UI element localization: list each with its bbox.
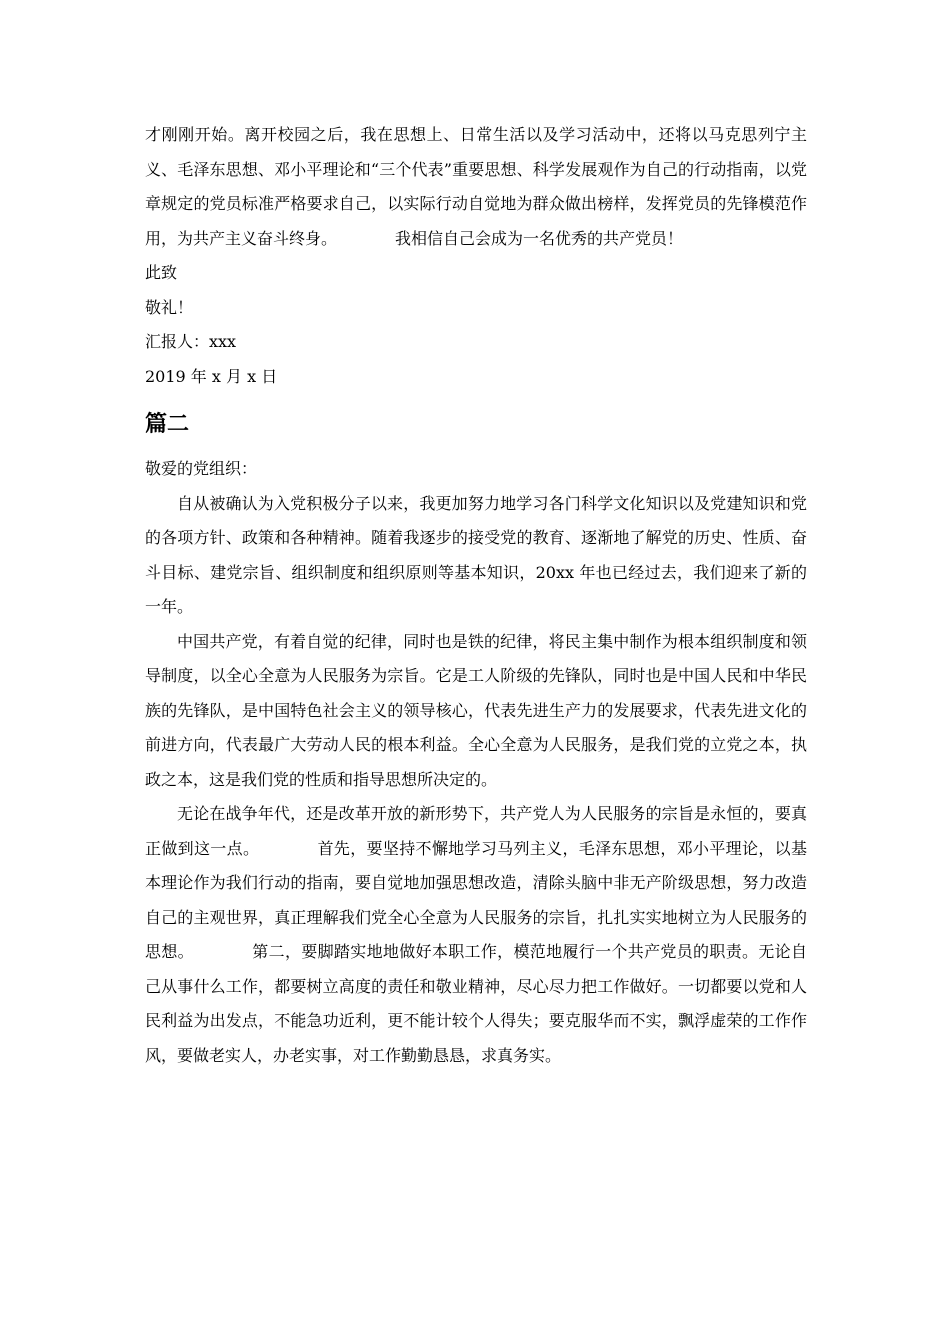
- greeting-line: 敬爱的党组织：: [145, 459, 258, 478]
- document-page: [145, 118, 807, 1073]
- closing-line: 此致: [145, 263, 178, 282]
- continuation-text: 才刚刚开始。离开校园之后，我在思想上、日常生活以及学习活动中，还将以马克思列宁主义、毛泽东思想、邓小平理论和“三个代表”重要思想、科学发展观作为自己的行动指南，以党章规定的党员标准严格要求自己，以实际行动自觉地为群众做出榜样，发挥党员的先锋模范作用，为共产主义奋斗终身。: [145, 125, 807, 248]
- paragraph-3: [145, 797, 807, 1073]
- reporter-line: 汇报人：xxx: [145, 332, 237, 351]
- continuation-paragraph: [145, 118, 807, 256]
- salute-line: 敬礼！: [145, 297, 194, 317]
- belief-text: 我相信自己会成为一名优秀的共产党员！: [395, 228, 684, 248]
- paragraph-1: 自从被确认为入党积极分子以来，我更加努力地学习各门科学文化知识以及党建知识和党的各项方针、政策和各种精神。随着我逐步的接受党的教育、逐渐地了解党的历史、性质、奋斗目标、建党宗旨、组织制度和组织原则等基本知识，20xx 年也已经过去，我们迎来了新的一年。: [145, 493, 807, 616]
- paragraph-3-second: 第二，要脚踏实地地做好本职工作，模范地履行一个共产党员的职责。无论自己从事什么工作，都要树立高度的责任和敬业精神，尽心尽力把工作做好。一切都要以党和人民利益为出发点，不能急功近利，更不能计较个人得失；要克服华而不实，飘浮虚荣的工作作风，要做老实人，办老实事，对工作勤勤恳恳，求真务实。: [145, 942, 807, 1065]
- date-line: 2019 年 x 月 x 日: [145, 366, 278, 386]
- paragraph-2: 中国共产党，有着自觉的纪律，同时也是铁的纪律，将民主集中制作为根本组织制度和领导制度，以全心全意为人民服务为宗旨。它是工人阶级的先锋队，同时也是中国人民和中华民族的先锋队，是中国特色社会主义的领导核心，代表先进生产力的发展要求，代表先进文化的前进方向，代表最广大劳动人民的根本利益。全心全意为人民服务，是我们党的立党之本，执政之本，这是我们党的性质和指导思想所决定的。: [145, 631, 807, 789]
- paragraph-3-intro: 无论在战争年代，还是改革开放的新形势下，共产党人为人民服务的宗旨是永恒的，要真正做到这一点。: [145, 804, 807, 858]
- section-heading: 篇二: [145, 412, 190, 437]
- paragraph-3-first: 首先，要坚持不懈地学习马列主义，毛泽东思想，邓小平理论，以基本理论作为我们行动的指南，要自觉地加强思想改造，清除头脑中非无产阶级思想，努力改造自己的主观世界，真正理解我们党全心全意为人民服务的宗旨，扎扎实实地树立为人民服务的思想。: [145, 838, 807, 961]
